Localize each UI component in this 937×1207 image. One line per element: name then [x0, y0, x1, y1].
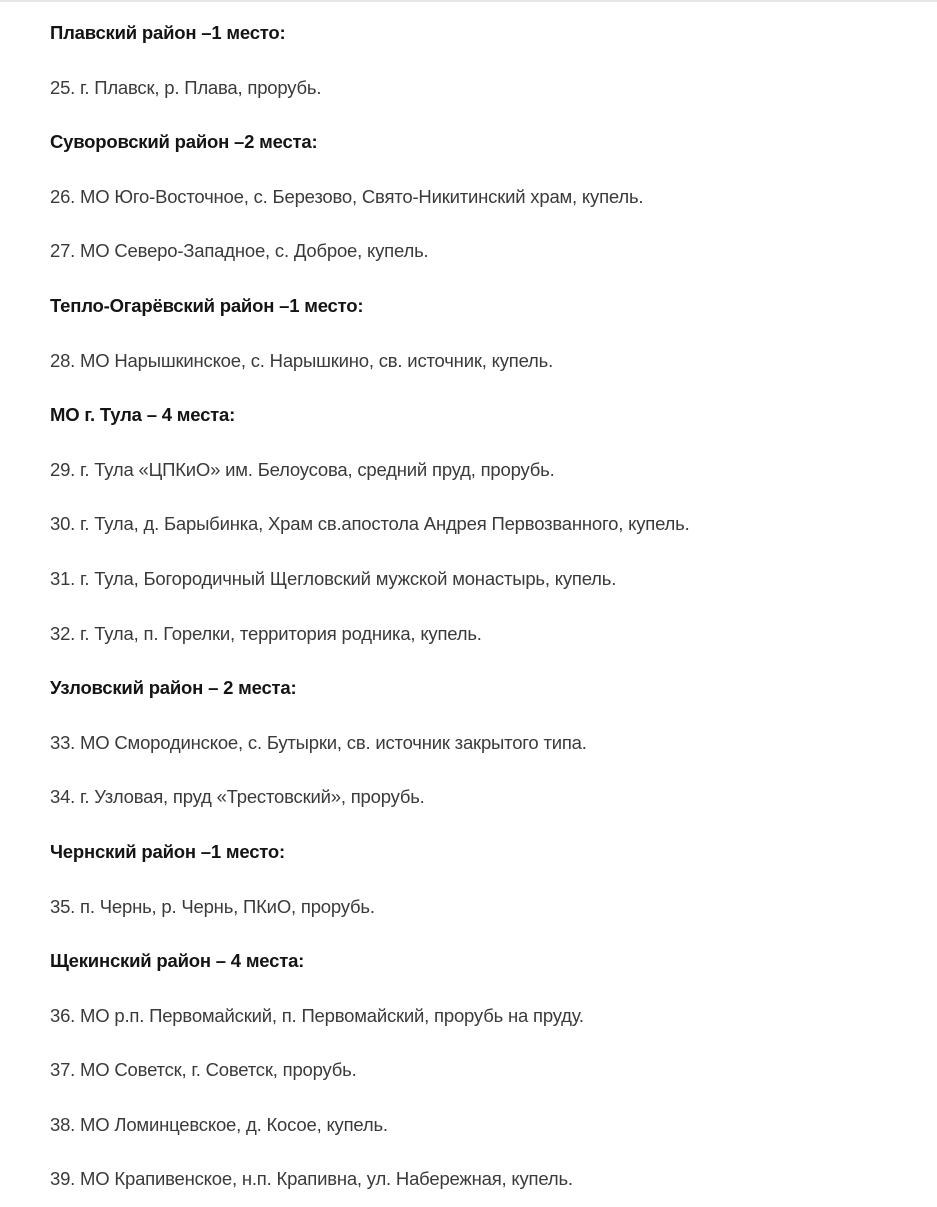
list-item: 25. г. Плавск, р. Плава, прорубь. — [50, 76, 322, 98]
list-item: 29. г. Тула «ЦПКиО» им. Белоусова, средний пруд, прорубь. — [50, 458, 555, 480]
list-item: 37. МО Советск, г. Советск, прорубь. — [50, 1059, 357, 1081]
section-heading: Узловский район – 2 места: — [50, 677, 297, 699]
section-heading: Суворовский район –2 места: — [50, 131, 318, 153]
list-item: 28. МО Нарышкинское, с. Нарышкино, св. источник, купель. — [50, 349, 554, 371]
list-item: 30. г. Тула, д. Барыбинка, Храм св.апостола Андрея Первозванного, купель. — [50, 513, 690, 535]
list-item: 34. г. Узловая, пруд «Трестовский», прорубь. — [50, 786, 425, 808]
document-body — [0, 2, 937, 1207]
list-item: 27. МО Северо-Западное, с. Доброе, купель. — [50, 240, 429, 262]
list-item: 31. г. Тула, Богородичный Щегловский мужской монастырь, купель. — [50, 567, 617, 589]
section-heading: Тепло-Огарёвский район –1 место: — [50, 294, 364, 316]
list-item: 39. МО Крапивенское, н.п. Крапивна, ул. Набережная, купель. — [50, 1168, 573, 1190]
section-heading: Чернский район –1 место: — [50, 840, 285, 862]
section-heading: МО г. Тула – 4 места: — [50, 404, 236, 426]
list-item: 32. г. Тула, п. Горелки, территория родника, купель. — [50, 622, 482, 644]
list-item: 26. МО Юго-Восточное, с. Березово, Свято-Никитинский храм, купель. — [50, 185, 644, 207]
list-item: 33. МО Смородинское, с. Бутырки, св. источник закрытого типа. — [50, 731, 587, 753]
list-item: 35. п. Чернь, р. Чернь, ПКиО, прорубь. — [50, 895, 375, 917]
section-heading: Щекинский район – 4 места: — [50, 950, 305, 972]
list-item: 38. МО Ломинцевское, д. Косое, купель. — [50, 1113, 388, 1135]
section-heading: Плавский район –1 место: — [50, 22, 286, 43]
list-item: 36. МО р.п. Первомайский, п. Первомайский, прорубь на пруду. — [50, 1004, 584, 1026]
